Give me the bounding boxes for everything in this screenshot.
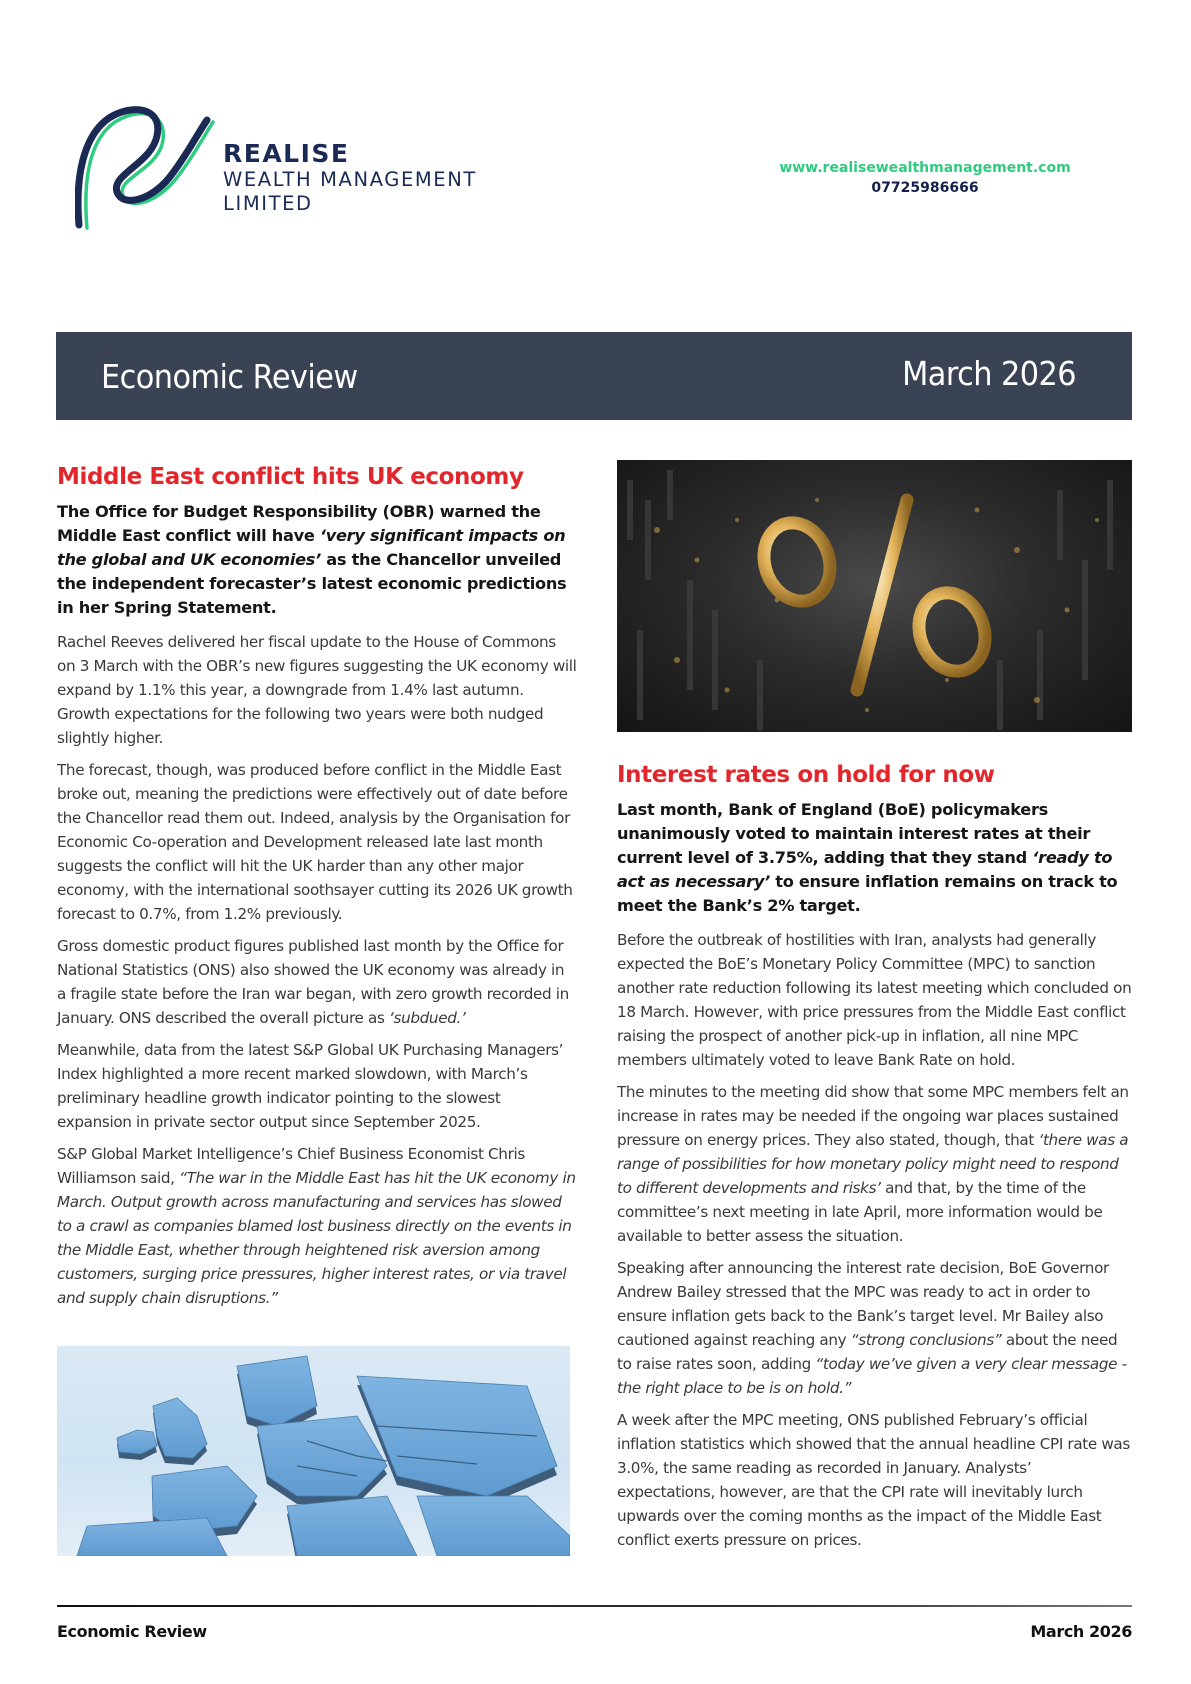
- paragraph-text: Gross domestic product figures published last month by the Office for National Statistics (ONS) also showed the UK economy was already in a fragile state before the Iran war began, with zero growth recorded in January. ONS described the overall picture as: [57, 937, 569, 1027]
- paragraph-quote: ‘subdued.’: [389, 1009, 466, 1027]
- lead-text: as the Chancellor unveiled the independent forecaster’s latest economic predictions in her Spring Statement.: [57, 550, 567, 617]
- paragraph-quote: “The war in the Middle East has hit the UK economy in March. Output growth across manufacturing and services has slowed to a crawl as companies blamed lost business directly on the events in the Middle East, whether through heightened risk aversion among customers, surging price pressures, higher interest rates, or via travel and supply chain disruptions.”: [57, 1169, 576, 1307]
- phone-number: 07725986666: [871, 180, 979, 196]
- company-logo: [75, 100, 515, 240]
- footer-divider: [57, 1605, 1132, 1607]
- website-link[interactable]: www.realisewealthmanagement.com: [779, 160, 1071, 176]
- paragraph: The forecast, though, was produced before conflict in the Middle East broke out, meaning the predictions were effectively out of date before the Chancellor read them out. Indeed, analysis by the Organisation for Economic Co-operation and Development released late last month suggests the conflict will hit the UK harder than any other major economy, with the international soothsayer cutting its 2026 UK growth forecast to 0.7%, from 1.2% previously.: [57, 761, 573, 923]
- paragraph-text: Speaking after announcing the interest rate decision, BoE Governor Andrew Bailey stressed that the MPC was ready to act in order to ensure inflation gets back to the Bank’s target level. Mr Bailey also cautioned against reaching any: [617, 1259, 1109, 1349]
- footer-date: March 2026: [1030, 1622, 1132, 1641]
- footer-title: Economic Review: [57, 1622, 207, 1641]
- lead-quote: ‘ready to act as necessary’: [617, 848, 1113, 891]
- paragraph-text: and that, by the time of the committee’s next meeting in late April, more information would be available to better assess the situation.: [617, 1179, 1103, 1245]
- title-banner: [56, 332, 1132, 420]
- paragraph: Before the outbreak of hostilities with Iran, analysts had generally expected the BoE’s Monetary Policy Committee (MPC) to sanction another rate reduction following its latest meeting which concluded on 18 March. However, with price pressures from the Middle East conflict raising the prospect of another pick-up in inflation, all nine MPC members ultimately voted to leave Bank Rate on hold.: [617, 931, 1132, 1069]
- article-lead: [57, 500, 577, 620]
- paragraph: [57, 934, 577, 1030]
- lead-text: The Office for Budget Responsibility (OBR) warned the Middle East conflict will have: [57, 502, 541, 545]
- paragraph: Rachel Reeves delivered her fiscal update to the House of Commons on 3 March with the OBR’s new figures suggesting the UK economy will expand by 1.1% this year, a downgrade from 1.4% last autumn. Growth expectations for the following two years were both nudged slightly higher.: [57, 633, 577, 747]
- lead-quote: ‘very significant impacts on the global and UK economies’: [57, 526, 566, 569]
- paragraph-quote: ‘there was a range of possibilities for how monetary policy might need to respond to different developments and risks’: [617, 1131, 1129, 1197]
- logo-wordmark: [223, 140, 477, 216]
- paragraph-quote: “strong conclusions”: [850, 1331, 1002, 1349]
- percent-sign-illustration: [617, 460, 1132, 732]
- document-date: March 2026: [902, 354, 1076, 393]
- paragraph-text: S&P Global Market Intelligence’s Chief Business Economist Chris Williamson said,: [57, 1145, 525, 1187]
- logo-line2: WEALTH MANAGEMENT: [223, 168, 477, 191]
- paragraph: [617, 1080, 1132, 1248]
- paragraph: [57, 1142, 577, 1310]
- europe-map-image: [57, 1346, 570, 1556]
- article-heading: Middle East conflict hits UK economy: [57, 464, 524, 490]
- europe-map-illustration: [57, 1346, 570, 1556]
- percent-digits-image: [617, 460, 1132, 732]
- logo-line3: LIMITED: [223, 192, 313, 215]
- paragraph: A week after the MPC meeting, ONS published February’s official inflation statistics which showed that the annual headline CPI rate was 3.0%, the same reading as recorded in January. Analysts’ expectations, however, are that the CPI rate will inevitably lurch upwards over the coming months as the impact of the Middle East conflict exerts pressure on prices.: [617, 1411, 1130, 1549]
- lead-text: to ensure inflation remains on track to meet the Bank’s 2% target.: [617, 872, 1118, 915]
- paragraph: Meanwhile, data from the latest S&P Global UK Purchasing Managers’ Index highlighted a more recent marked slowdown, with March’s preliminary headline growth indicator pointing to the slowest expansion in private sector output since September 2025.: [57, 1041, 564, 1131]
- article-heading: Interest rates on hold for now: [617, 762, 995, 788]
- paragraph-text: The minutes to the meeting did show that some MPC members felt an increase in rates may be needed if the ongoing war places sustained pressure on energy prices. They also stated, though, that: [617, 1083, 1129, 1149]
- contact-block: [760, 158, 1090, 198]
- lead-text: Last month, Bank of England (BoE) policymakers unanimously voted to maintain interest rates at their current level of 3.75%, adding that they stand: [617, 800, 1091, 867]
- paragraph-quote: “today we’ve given a very clear message - the right place to be is on hold.”: [617, 1355, 1127, 1397]
- logo-name: REALISE: [223, 139, 350, 168]
- article-middle-east: [57, 460, 577, 1318]
- paragraph-text: about the need to raise rates soon, adding: [617, 1331, 1118, 1373]
- article-lead: [617, 798, 1132, 918]
- r-swoosh-logo-icon: [75, 100, 225, 240]
- paragraph: [617, 1256, 1132, 1400]
- article-interest-rates: [617, 758, 1132, 1560]
- document-title: Economic Review: [101, 357, 358, 396]
